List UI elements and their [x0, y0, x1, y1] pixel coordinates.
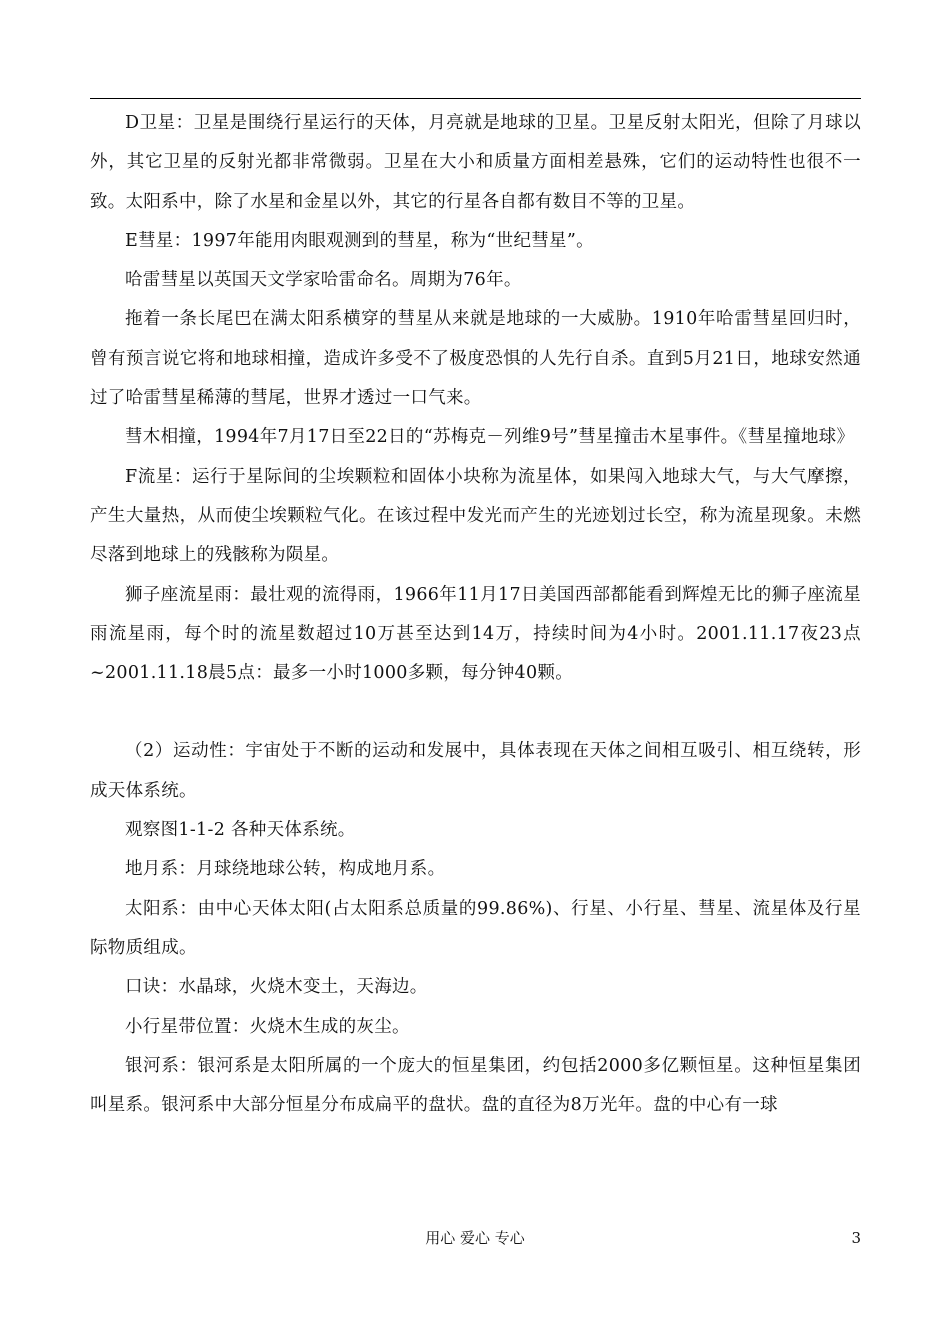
paragraph-leonids: 狮子座流星雨：最壮观的流得雨，1966年11月17日美国西部都能看到辉煌无比的狮子座流星雨流星雨，每个时的流星数超过10万甚至达到14万，持续时间为4小时。2001.11.17夜23点~2001.11.18晨5点：最多一小时1000多颗，每分钟40颗。: [90, 584, 861, 684]
paragraph-milky-way: 银河系：银河系是太阳所属的一个庞大的恒星集团，约包括2000多亿颗恒星。这种恒星集团叫星系。银河系中大部分恒星分布成扁平的盘状。盘的直径为8万光年。盘的中心有一球: [90, 1055, 861, 1116]
paragraph-motion: （2）运动性：宇宙处于不断的运动和发展中，具体表现在天体之间相互吸引、相互绕转，形成天体系统。: [90, 741, 861, 801]
document-body: [90, 104, 861, 1125]
paragraph-mnemonic: 口诀：水晶球，火烧木变土，天海边。: [125, 977, 428, 998]
paragraph-earth-moon-system: 地月系：月球绕地球公转，构成地月系。: [125, 859, 446, 880]
footer-motto: 用心 爱心 专心: [425, 1229, 525, 1247]
paragraph-spacer: [90, 693, 861, 732]
paragraph-observe-figure: 观察图1-1-2 各种天体系统。: [125, 820, 356, 841]
paragraph-solar-system: 太阳系：由中心天体太阳(占太阳系总质量的99.86%)、行星、小行星、彗星、流星体及行星际物质组成。: [90, 898, 861, 958]
paragraph-asteroid-belt: 小行星带位置：火烧木生成的灰尘。: [125, 1016, 410, 1037]
paragraph-comet: E彗星：1997年能用肉眼观测到的彗星，称为“世纪彗星”。: [125, 230, 594, 251]
paragraph-comet-threat: 拖着一条长尾巴在满太阳系横穿的彗星从来就是地球的一大威胁。1910年哈雷彗星回归时，曾有预言说它将和地球相撞，造成许多受不了极度恐惧的人先行自杀。直到5月21日，地球安然通过了哈雷彗星稀薄的彗尾，世界才透过一口气来。: [90, 309, 861, 409]
header-rule: [90, 98, 861, 99]
paragraph-comet-jupiter: 彗木相撞，1994年7月17日至22日的“苏梅克－列维9号”彗星撞击木星事件。《彗星撞地球》: [125, 427, 855, 448]
page-number: 3: [851, 1229, 861, 1247]
paragraph-meteor: F流星：运行于星际间的尘埃颗粒和固体小块称为流星体，如果闯入地球大气，与大气摩擦，产生大量热，从而使尘埃颗粒气化。在该过程中发光而产生的光迹划过长空，称为流星现象。未燃尽落到地球上的残骸称为陨星。: [90, 466, 861, 566]
paragraph-halley: 哈雷彗星以英国天文学家哈雷命名。周期为76年。: [125, 270, 522, 291]
paragraph-satellite: D卫星：卫星是围绕行星运行的天体，月亮就是地球的卫星。卫星反射太阳光，但除了月球以外，其它卫星的反射光都非常微弱。卫星在大小和质量方面相差悬殊，它们的运动特性也很不一致。太阳系中，除了水星和金星以外，其它的行星各自都有数目不等的卫星。: [90, 113, 861, 212]
